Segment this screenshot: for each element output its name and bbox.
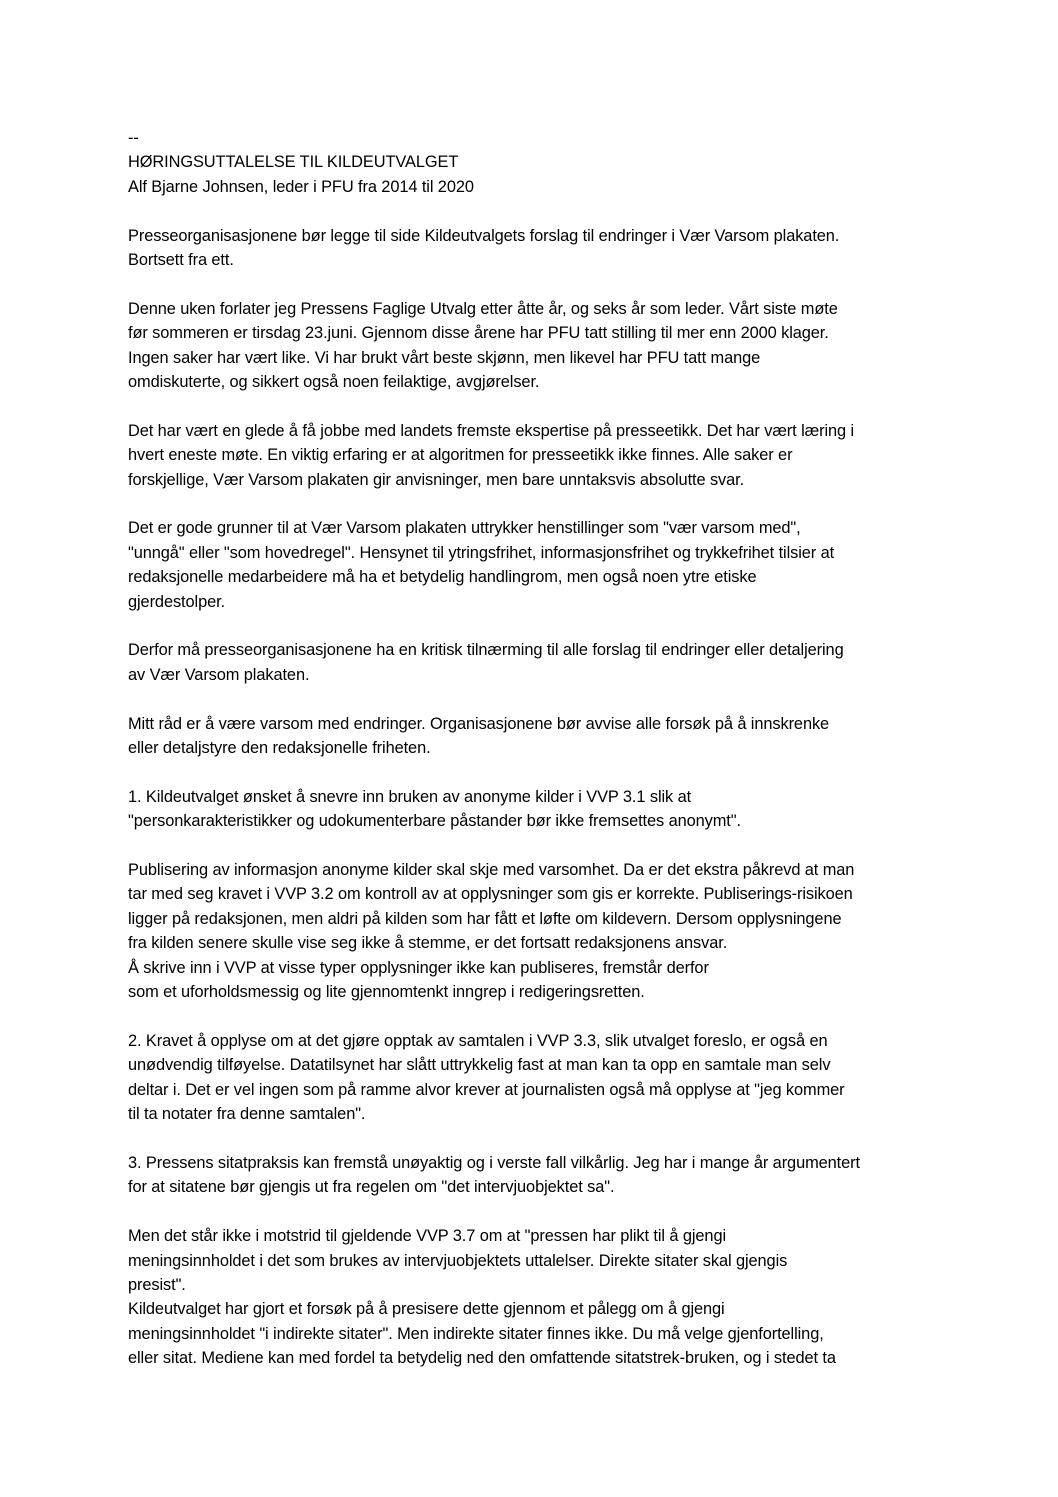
text-line: Ingen saker har vært like. Vi har brukt vårt beste skjønn, men likevel har PFU tatt mange: [128, 348, 761, 367]
text-line: redaksjonelle medarbeidere må ha et betydelig handlingrom, men også noen ytre etiske: [128, 568, 757, 587]
text-line: Bortsett fra ett.: [128, 251, 234, 270]
text-line: Å skrive inn i VVP at visse typer opplysninger ikke kan publiseres, fremstår derfor: [128, 958, 709, 977]
text-line: deltar i. Det er vel ingen som på ramme alvor krever at journalisten også må opplyse at "jeg kommer: [128, 1080, 845, 1099]
document-header: [128, 126, 948, 199]
paragraph: [128, 297, 948, 395]
dash-marker: --: [128, 129, 139, 147]
document-title: HØRINGSUTTALELSE TIL KILDEUTVALGET: [128, 153, 459, 172]
text-line: 3. Pressens sitatpraksis kan fremstå unøyaktig og i verste fall vilkårlig. Jeg har i mange år argumentert: [128, 1153, 860, 1172]
text-line: som et uforholdsmessig og lite gjennomtenkt inngrep i redigeringsretten.: [128, 983, 645, 1002]
paragraph: [128, 1029, 948, 1127]
text-line: Publisering av informasjon anonyme kilder skal skje med varsomhet. Da er det ekstra påkrevd at man: [128, 861, 855, 880]
paragraph-list: [128, 224, 948, 1371]
paragraph: [128, 712, 948, 761]
text-line: Men det står ikke i motstrid til gjeldende VVP 3.7 om at "pressen har plikt til å gjengi: [128, 1227, 727, 1246]
paragraph: [128, 516, 948, 614]
text-line: ligger på redaksjonen, men aldri på kilden som har fått et løfte om kildevern. Dersom opplysningene: [128, 909, 842, 928]
text-line: gjerdestolper.: [128, 592, 226, 611]
text-line: 2. Kravet å opplyse om at det gjøre opptak av samtalen i VVP 3.3, slik utvalget foreslo, er også en: [128, 1031, 828, 1050]
text-line: presist".: [128, 1275, 186, 1294]
text-line: av Vær Varsom plakaten.: [128, 665, 310, 684]
text-line: omdiskuterte, og sikkert også noen feilaktige, avgjørelser.: [128, 373, 540, 392]
text-line: meningsinnholdet i det som brukes av intervjuobjektets uttalelser. Direkte sitater skal gjengis: [128, 1251, 788, 1270]
text-line: Det har vært en glede å få jobbe med landets fremste ekspertise på presseetikk. Det har vært læring i: [128, 421, 855, 440]
document-author: Alf Bjarne Johnsen, leder i PFU fra 2014 til 2020: [128, 177, 474, 196]
text-line: meningsinnholdet "i indirekte sitater". Men indirekte sitater finnes ikke. Du må velge gjenfortelling,: [128, 1324, 824, 1343]
paragraph: [128, 1224, 948, 1370]
text-line: Derfor må presseorganisasjonene ha en kritisk tilnærming til alle forslag til endringer eller detaljering: [128, 641, 844, 660]
paragraph: [128, 785, 948, 834]
paragraph: [128, 419, 948, 492]
text-line: Mitt råd er å være varsom med endringer. Organisasjonene bør avvise alle forsøk på å innskrenke: [128, 714, 830, 733]
text-line: Presseorganisasjonene bør legge til side Kildeutvalgets forslag til endringer i Vær Varsom plakaten.: [128, 226, 840, 245]
text-line: eller detaljstyre den redaksjonelle friheten.: [128, 739, 431, 758]
paragraph: [128, 1151, 948, 1200]
text-line: "unngå" eller "som hovedregel". Hensynet til ytringsfrihet, informasjonsfrihet og trykkefrihet tilsier at: [128, 543, 835, 562]
text-line: før sommeren er tirsdag 23.juni. Gjennom disse årene har PFU tatt stilling til mer enn 2000 klager.: [128, 324, 829, 343]
paragraph: [128, 224, 948, 273]
text-line: tar med seg kravet i VVP 3.2 om kontroll av at opplysninger som gis er korrekte. Publiserings-risikoen: [128, 885, 853, 904]
document-body: [128, 126, 948, 1371]
text-line: "personkarakteristikker og udokumenterbare påstander bør ikke fremsettes anonymt".: [128, 812, 741, 831]
text-line: Denne uken forlater jeg Pressens Faglige Utvalg etter åtte år, og seks år som leder. Vårt siste møte: [128, 299, 838, 318]
text-line: unødvendig tilføyelse. Datatilsynet har slått uttrykkelig fast at man kan ta opp en samtale man selv: [128, 1056, 831, 1075]
text-line: eller sitat. Mediene kan med fordel ta betydelig ned den omfattende sitatstrek-bruken, og i stedet ta: [128, 1349, 836, 1368]
paragraph: [128, 638, 948, 687]
text-line: hvert eneste møte. En viktig erfaring er at algoritmen for presseetikk ikke finnes. Alle saker er: [128, 446, 793, 465]
paragraph: [128, 858, 948, 1004]
text-line: Det er gode grunner til at Vær Varsom plakaten uttrykker henstillinger som "vær varsom med",: [128, 519, 801, 538]
text-line: for at sitatene bør gjengis ut fra regelen om "det intervjuobjektet sa".: [128, 1178, 615, 1197]
text-line: forskjellige, Vær Varsom plakaten gir anvisninger, men bare unntaksvis absolutte svar.: [128, 470, 745, 489]
text-line: 1. Kildeutvalget ønsket å snevre inn bruken av anonyme kilder i VVP 3.1 slik at: [128, 787, 692, 806]
text-line: til ta notater fra denne samtalen".: [128, 1105, 366, 1124]
text-line: fra kilden senere skulle vise seg ikke å stemme, er det fortsatt redaksjonens ansvar.: [128, 934, 728, 953]
text-line: Kildeutvalget har gjort et forsøk på å presisere dette gjennom et pålegg om å gjengi: [128, 1300, 725, 1319]
